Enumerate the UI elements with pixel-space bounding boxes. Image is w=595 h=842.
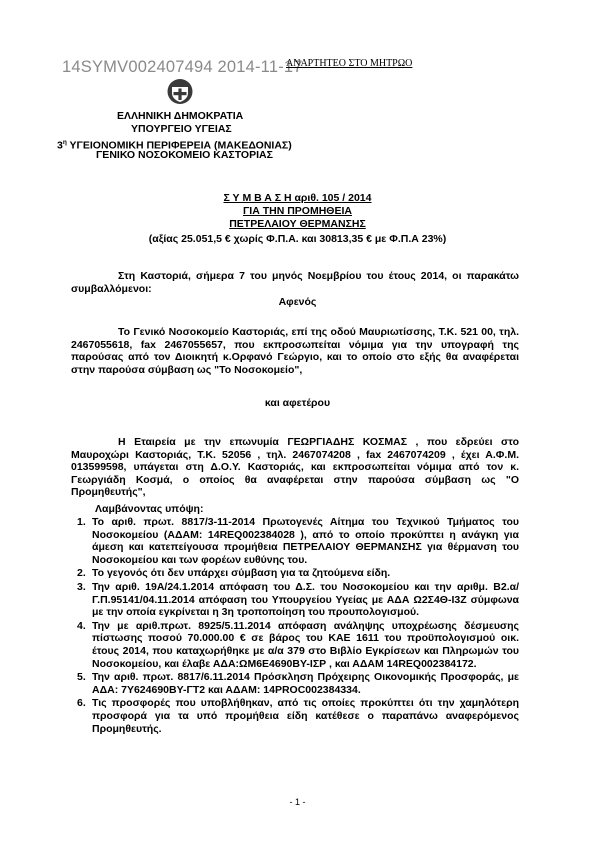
list-item-number: 5.: [77, 671, 86, 684]
list-item-number: 4.: [77, 619, 86, 632]
header-line-1: ΕΛΛΗΝΙΚΗ ΔΗΜΟΚΡΑΤΙΑ: [117, 110, 244, 122]
header-line-3-number: 3: [57, 139, 63, 152]
list-item-text: Το γεγονός ότι δεν υπάρχει σύμβαση για τα ζητούμενα είδη.: [92, 567, 391, 580]
list-item: [71, 697, 519, 735]
intro-paragraph: Στη Καστοριά, σήμερα 7 του μηνός Νοεμβρίου του έτους 2014, οι παρακάτω συμβαλλόμενοι:: [71, 270, 519, 295]
list-item: [71, 620, 519, 670]
considerations-list: [71, 516, 519, 735]
list-item: [71, 671, 519, 696]
list-item: [71, 516, 519, 566]
header-line-3-text: ΥΓΕΙΟΝΟΜΙΚΗ ΠΕΡΙΦΕΡΕΙΑ (ΜΑΚΕΔΟΝΙΑΣ): [66, 139, 292, 152]
greek-emblem-icon: [167, 78, 193, 105]
header-line-3-superscript: η: [62, 139, 67, 146]
document-id-watermark: 14SYMV002407494 2014-11-17: [62, 58, 303, 76]
page-number: - 1 -: [289, 797, 306, 807]
contract-subtitle-2: ΠΕΤΡΕΛΑΙΟΥ ΘΕΡΜΑΝΣΗΣ: [229, 218, 366, 230]
registry-stamp: ΑΝΑΡΤΗΤΕΟ ΣΤΟ ΜΗΤΡΩΟ: [286, 58, 413, 69]
header-line-2: ΥΠΟΥΡΓΕΙΟ ΥΓΕΙΑΣ: [131, 123, 232, 135]
list-item: [71, 567, 519, 580]
list-item-number: 2.: [77, 567, 86, 580]
considering-heading: Λαμβάνοντας υπόψη:: [95, 503, 204, 515]
list-item-text: Το αριθ. πρωτ. 8817/3-11-2014 Πρωτογενές Αίτημα του Τεχνικού Τμήματος του Νοσοκομείου (ΑΔΑΜ: 14REQ002384028 ), από το οποίο προκύπτει η ανάγκη για άμεση και κατεπείγουσα προμήθεια ΠΕΤΡΕΛΑΙΟΥ ΘΕΡΜΑΝΣΗΣ για θέρμανση του Νοσοκομείου και των φορέων ευθύνης του.: [92, 516, 519, 566]
list-item-text: Την αριθ. πρωτ. 8817/6.11.2014 Πρόσκληση Πρόχειρης Οικονομικής Προσφοράς, με ΑΔΑ: 7Υ624690ΒΥ-ΓΤ2 και ΑΔΑΜ: 14PROC002384334.: [92, 671, 519, 696]
contract-subtitle-1: ΓΙΑ ΤΗΝ ΠΡΟΜΗΘΕΙΑ: [243, 205, 352, 217]
list-item-text: Την με αριθ.πρωτ. 8925/5.11.2014 απόφαση ανάληψης υποχρέωσης δέσμευσης πίστωσης ποσού 70.000.00 € σε βάρος του ΚΑΕ 1611 του προϋπολογισμού οικ. έτους 2014, που καταχωρήθηκε με α/α 379 στο Βιβλίο Εγκρίσεων και Πληρωμών του Νοσοκομείου, και έλαβε ΑΔΑ:ΩΜ6Ε4690ΒΥ-ΙΣΡ , και ΑΔΑΜ 14REQ002384172.: [92, 619, 519, 670]
list-item-number: 6.: [77, 697, 86, 710]
list-item-number: 1.: [77, 516, 86, 528]
list-item-number: 3.: [77, 580, 86, 593]
header-line-4: ΓΕΝΙΚΟ ΝΟΣΟΚΟΜΕΙΟ ΚΑΣΤΟΡΙΑΣ: [96, 149, 273, 161]
party1-paragraph: Το Γενικό Νοσοκομείο Καστοριάς, επί της οδού Μαυριωτίσσης, Τ.Κ. 521 00, τηλ. 2467055618, fax 2467055657, που εκπροσωπείται νόμιμα για την υπογραφή της παρούσας από τον Διοικητή κ.Ορφανό Γεώργιο, και το οποίο στο εξής θα αναφέρεται στην παρούσα σύμβαση ως "Το Νοσοκομείο",: [71, 326, 519, 376]
contract-value: (αξίας 25.051,5 € χωρίς Φ.Π.Α. και 30813,35 € με Φ.Π.Α 23%): [148, 233, 447, 245]
party1-heading: Αφενός: [278, 296, 317, 308]
party2-paragraph: Η Εταιρεία με την επωνυμία ΓΕΩΡΓΙΑΔΗΣ ΚΟΣΜΑΣ , που εδρεύει στο Μαυροχώρι Καστοριάς, Τ.Κ. 52056 , τηλ. 2467074208 , fax 2467074209 , έχει Α.Φ.Μ. 013599598, υπάγεται στη Δ.Ο.Υ. Καστοριάς, και εκπροσωπείται νόμιμα από τον κ. Γεωργιάδη Κοσμά, ο οποίος θα αναφέρεται στην παρούσα σύμβαση ως "Ο Προμηθευτής",: [71, 436, 519, 499]
list-item: [71, 581, 519, 619]
party2-heading: και αφετέρου: [264, 397, 331, 409]
list-item-text: Τις προσφορές που υποβλήθηκαν, από τις οποίες προκύπτει ότι την χαμηλότερη προσφορά για τα υπό προμήθεια είδη κατέθεσε ο παραπάνω αναφερόμενος Προμηθευτής.: [92, 697, 519, 735]
contract-title: Σ Υ Μ Β Α Σ Η αριθ. 105 / 2014: [223, 192, 372, 204]
list-item-text: Την αριθ. 19Α/24.1.2014 απόφαση του Δ.Σ. του Νοσοκομείου και την αριθμ. Β2.α/Γ.Π.95141/04.11.2014 απόφαση του Υπουργείου Υγείας με ΑΔΑ Ω2Σ4Θ-Ι3Ζ σύμφωνα με την οποία εγκρίνεται η 3η τροποποίηση του προυπολογισμού.: [92, 580, 519, 619]
